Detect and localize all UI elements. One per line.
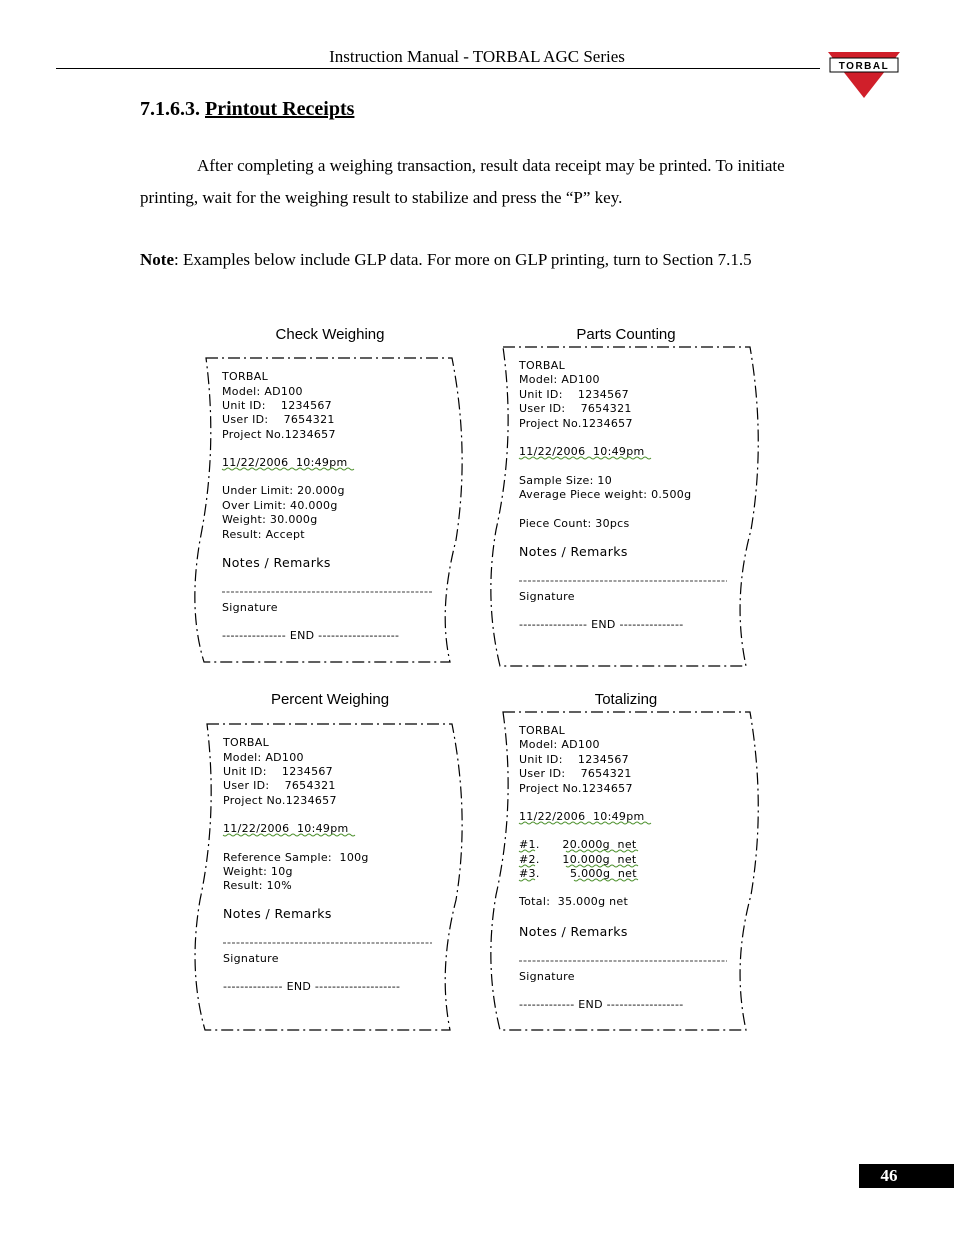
receipt-line: Unit ID: 1234567 <box>519 753 629 766</box>
receipt-percent-weighing <box>195 691 462 1030</box>
receipt-line: Model: AD100 <box>222 385 303 398</box>
receipt-line: Sample Size: 10 <box>519 474 613 487</box>
receipt-line: Result: 10% <box>223 879 292 892</box>
receipt-line: Reference Sample: 100g <box>223 851 369 864</box>
receipt-line: TORBAL <box>519 359 566 372</box>
receipt-title: Check Weighing <box>275 326 385 343</box>
receipt-line: User ID: 7654321 <box>223 779 336 792</box>
receipt-notes: Notes / Remarks <box>519 924 628 939</box>
receipt-title: Parts Counting <box>576 326 676 343</box>
receipt-line: Unit ID: 1234567 <box>223 765 333 778</box>
receipt-line: Over Limit: 40.000g <box>222 499 338 512</box>
receipt-line: TORBAL <box>519 724 566 737</box>
receipt-end: ---------------- END --------------- <box>519 618 684 631</box>
receipt-line: Model: AD100 <box>519 738 600 751</box>
receipt-line: #2. 10.000g net <box>519 853 637 866</box>
receipt-notes: Notes / Remarks <box>223 906 332 921</box>
receipt-totalizing <box>491 691 758 1030</box>
receipt-line: Weight: 30.000g <box>222 513 318 526</box>
header-title: Instruction Manual - TORBAL AGC Series <box>329 47 625 66</box>
page-number-box <box>859 1164 954 1188</box>
receipt-signature: Signature <box>519 970 575 983</box>
note-text: : Examples below include GLP data. For more on GLP printing, turn to Section 7.1.5 <box>173 250 752 269</box>
logo-text: TORBAL <box>838 61 890 72</box>
receipt-line: Total: 35.000g net <box>519 895 629 908</box>
section-number: 7.1.6.3. <box>140 98 200 120</box>
receipt-line: Project No.1234657 <box>223 794 337 807</box>
receipt-signature: Signature <box>223 952 279 965</box>
receipt-line: TORBAL <box>222 370 269 383</box>
receipt-check-weighing <box>195 326 462 662</box>
receipt-line: 11/22/2006 10:49pm <box>519 810 645 823</box>
receipt-line: Result: Accept <box>222 528 305 541</box>
receipt-parts-counting <box>491 326 758 666</box>
receipt-line: User ID: 7654321 <box>519 767 632 780</box>
receipt-notes: Notes / Remarks <box>222 555 331 570</box>
section-title: Printout Receipts <box>205 98 355 120</box>
note-label: Note <box>140 250 174 269</box>
receipt-notes: Notes / Remarks <box>519 544 628 559</box>
receipt-line: Project No.1234657 <box>519 417 633 430</box>
receipt-line: User ID: 7654321 <box>222 413 335 426</box>
receipt-end: -------------- END -------------------- <box>223 980 401 993</box>
receipt-line: Model: AD100 <box>223 751 304 764</box>
receipt-signature: Signature <box>519 590 575 603</box>
page-number: 46 <box>880 1166 898 1185</box>
receipt-line: Project No.1234657 <box>519 782 633 795</box>
receipt-title: Totalizing <box>594 691 658 708</box>
receipt-line: 11/22/2006 10:49pm <box>519 445 645 458</box>
receipt-line: Unit ID: 1234567 <box>222 399 332 412</box>
receipt-line: Weight: 10g <box>223 865 293 878</box>
receipt-end: --------------- END ------------------- <box>222 629 400 642</box>
receipt-signature: Signature <box>222 601 278 614</box>
receipt-line: Project No.1234657 <box>222 428 336 441</box>
receipt-line: Piece Count: 30pcs <box>519 517 630 530</box>
receipt-line: #1. 20.000g net <box>519 838 637 851</box>
receipt-line: #3. 5.000g net <box>519 867 637 880</box>
receipt-line: Model: AD100 <box>519 373 600 386</box>
receipt-title: Percent Weighing <box>270 691 390 708</box>
paragraph-line-2: printing, wait for the weighing result to stabilize and press the “P” key. <box>140 188 623 207</box>
receipt-line: TORBAL <box>223 736 270 749</box>
receipt-end: ------------- END ------------------ <box>519 998 684 1011</box>
receipt-line: 11/22/2006 10:49pm <box>223 822 349 835</box>
paragraph-line-1: After completing a weighing transaction, result data receipt may be printed. To initiate <box>197 156 785 175</box>
receipt-line: User ID: 7654321 <box>519 402 632 415</box>
receipt-line: Under Limit: 20.000g <box>222 484 345 497</box>
receipt-line: Unit ID: 1234567 <box>519 388 629 401</box>
receipt-line: Average Piece weight: 0.500g <box>519 488 692 501</box>
receipt-line: 11/22/2006 10:49pm <box>222 456 348 469</box>
